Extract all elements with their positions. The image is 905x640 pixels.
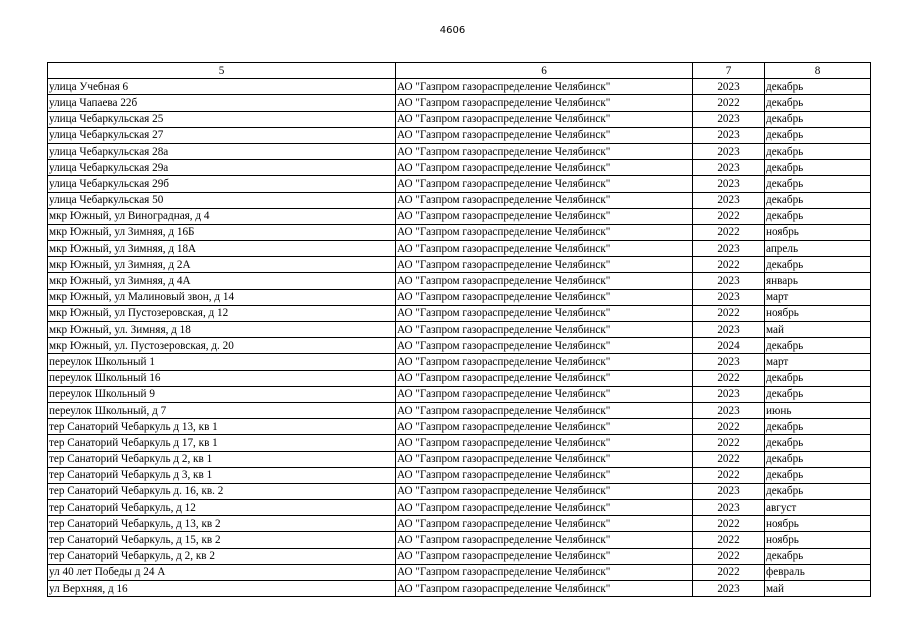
table-row: [48, 127, 871, 143]
month-cell: декабрь: [765, 483, 871, 499]
table-row: [48, 516, 871, 532]
organization-cell: АО "Газпром газораспределение Челябинск": [396, 95, 693, 111]
organization-cell: АО "Газпром газораспределение Челябинск": [396, 160, 693, 176]
month-cell: май: [765, 322, 871, 338]
organization-cell: АО "Газпром газораспределение Челябинск": [396, 500, 693, 516]
month-cell: декабрь: [765, 419, 871, 435]
address-cell: переулок Школьный, д 7: [48, 402, 396, 418]
organization-cell: АО "Газпром газораспределение Челябинск": [396, 79, 693, 95]
address-cell: мкр Южный, ул Пустозеровская, д 12: [48, 305, 396, 321]
year-cell: 2022: [693, 224, 765, 240]
address-cell: переулок Школьный 1: [48, 354, 396, 370]
month-cell: декабрь: [765, 127, 871, 143]
address-cell: тер Санаторий Чебаркуль, д 12: [48, 500, 396, 516]
organization-cell: АО "Газпром газораспределение Челябинск": [396, 143, 693, 159]
month-cell: декабрь: [765, 451, 871, 467]
organization-cell: АО "Газпром газораспределение Челябинск": [396, 419, 693, 435]
month-cell: ноябрь: [765, 532, 871, 548]
month-cell: январь: [765, 273, 871, 289]
year-cell: 2023: [693, 143, 765, 159]
table-row: [48, 111, 871, 127]
address-cell: улица Чебаркульская 29а: [48, 160, 396, 176]
month-cell: апрель: [765, 241, 871, 257]
organization-cell: АО "Газпром газораспределение Челябинск": [396, 548, 693, 564]
header-row: [48, 63, 871, 79]
address-cell: тер Санаторий Чебаркуль, д 15, кв 2: [48, 532, 396, 548]
address-cell: тер Санаторий Чебаркуль д 13, кв 1: [48, 419, 396, 435]
year-cell: 2022: [693, 564, 765, 580]
organization-cell: АО "Газпром газораспределение Челябинск": [396, 483, 693, 499]
table-row: [48, 160, 871, 176]
table-row: [48, 208, 871, 224]
organization-cell: АО "Газпром газораспределение Челябинск": [396, 435, 693, 451]
organization-cell: АО "Газпром газораспределение Челябинск": [396, 273, 693, 289]
table-row: [48, 257, 871, 273]
month-cell: декабрь: [765, 548, 871, 564]
table-row: [48, 500, 871, 516]
month-cell: декабрь: [765, 370, 871, 386]
year-cell: 2024: [693, 338, 765, 354]
address-cell: мкр Южный, ул Виноградная, д 4: [48, 208, 396, 224]
table-row: [48, 548, 871, 564]
column-header: 8: [765, 63, 871, 79]
table-row: [48, 419, 871, 435]
month-cell: декабрь: [765, 192, 871, 208]
month-cell: декабрь: [765, 338, 871, 354]
month-cell: ноябрь: [765, 516, 871, 532]
address-cell: улица Чебаркульская 27: [48, 127, 396, 143]
table-row: [48, 483, 871, 499]
year-cell: 2023: [693, 160, 765, 176]
year-cell: 2023: [693, 273, 765, 289]
table-row: [48, 467, 871, 483]
organization-cell: АО "Газпром газораспределение Челябинск": [396, 241, 693, 257]
table-row: [48, 273, 871, 289]
month-cell: май: [765, 581, 871, 597]
address-cell: мкр Южный, ул. Зимняя, д 18: [48, 322, 396, 338]
address-cell: улица Чебаркульская 50: [48, 192, 396, 208]
year-cell: 2022: [693, 95, 765, 111]
address-cell: переулок Школьный 9: [48, 386, 396, 402]
table-row: [48, 305, 871, 321]
year-cell: 2022: [693, 419, 765, 435]
table-row: [48, 451, 871, 467]
organization-cell: АО "Газпром газораспределение Челябинск": [396, 257, 693, 273]
organization-cell: АО "Газпром газораспределение Челябинск": [396, 386, 693, 402]
month-cell: декабрь: [765, 95, 871, 111]
organization-cell: АО "Газпром газораспределение Челябинск": [396, 402, 693, 418]
organization-cell: АО "Газпром газораспределение Челябинск": [396, 289, 693, 305]
year-cell: 2023: [693, 127, 765, 143]
address-cell: улица Чебаркульская 28а: [48, 143, 396, 159]
table-row: [48, 79, 871, 95]
address-cell: мкр Южный, ул Зимняя, д 4А: [48, 273, 396, 289]
year-cell: 2023: [693, 500, 765, 516]
address-cell: тер Санаторий Чебаркуль д. 16, кв. 2: [48, 483, 396, 499]
year-cell: 2023: [693, 322, 765, 338]
address-cell: мкр Южный, ул. Пустозеровская, д. 20: [48, 338, 396, 354]
organization-cell: АО "Газпром газораспределение Челябинск": [396, 305, 693, 321]
table-body: [48, 79, 871, 597]
address-cell: мкр Южный, ул Зимняя, д 16Б: [48, 224, 396, 240]
table-row: [48, 564, 871, 580]
table-row: [48, 435, 871, 451]
year-cell: 2022: [693, 451, 765, 467]
table-row: [48, 176, 871, 192]
address-cell: ул Верхняя, д 16: [48, 581, 396, 597]
address-cell: ул 40 лет Победы д 24 А: [48, 564, 396, 580]
address-cell: переулок Школьный 16: [48, 370, 396, 386]
year-cell: 2022: [693, 532, 765, 548]
organization-cell: АО "Газпром газораспределение Челябинск": [396, 322, 693, 338]
organization-cell: АО "Газпром газораспределение Челябинск": [396, 581, 693, 597]
organization-cell: АО "Газпром газораспределение Челябинск": [396, 224, 693, 240]
schedule-table: [47, 62, 871, 597]
month-cell: декабрь: [765, 386, 871, 402]
year-cell: 2023: [693, 354, 765, 370]
year-cell: 2023: [693, 192, 765, 208]
page-number: 4606: [439, 25, 466, 36]
table-row: [48, 338, 871, 354]
column-header: 7: [693, 63, 765, 79]
organization-cell: АО "Газпром газораспределение Челябинск": [396, 564, 693, 580]
table-row: [48, 386, 871, 402]
organization-cell: АО "Газпром газораспределение Челябинск": [396, 208, 693, 224]
table-row: [48, 192, 871, 208]
month-cell: декабрь: [765, 160, 871, 176]
organization-cell: АО "Газпром газораспределение Челябинск": [396, 467, 693, 483]
month-cell: март: [765, 289, 871, 305]
month-cell: июнь: [765, 402, 871, 418]
column-header: 6: [396, 63, 693, 79]
month-cell: декабрь: [765, 111, 871, 127]
year-cell: 2023: [693, 241, 765, 257]
year-cell: 2023: [693, 402, 765, 418]
table-row: [48, 402, 871, 418]
table-row: [48, 143, 871, 159]
year-cell: 2023: [693, 483, 765, 499]
organization-cell: АО "Газпром газораспределение Челябинск": [396, 127, 693, 143]
address-cell: улица Чебаркульская 25: [48, 111, 396, 127]
table-row: [48, 95, 871, 111]
month-cell: декабрь: [765, 467, 871, 483]
organization-cell: АО "Газпром газораспределение Челябинск": [396, 338, 693, 354]
address-cell: тер Санаторий Чебаркуль д 2, кв 1: [48, 451, 396, 467]
year-cell: 2022: [693, 208, 765, 224]
address-cell: мкр Южный, ул Зимняя, д 18А: [48, 241, 396, 257]
organization-cell: АО "Газпром газораспределение Челябинск": [396, 354, 693, 370]
year-cell: 2022: [693, 467, 765, 483]
table-row: [48, 241, 871, 257]
address-cell: мкр Южный, ул Малиновый звон, д 14: [48, 289, 396, 305]
month-cell: декабрь: [765, 143, 871, 159]
year-cell: 2022: [693, 305, 765, 321]
table-row: [48, 224, 871, 240]
table-row: [48, 370, 871, 386]
column-header: 5: [48, 63, 396, 79]
month-cell: март: [765, 354, 871, 370]
year-cell: 2022: [693, 257, 765, 273]
year-cell: 2023: [693, 176, 765, 192]
month-cell: декабрь: [765, 176, 871, 192]
month-cell: декабрь: [765, 208, 871, 224]
year-cell: 2022: [693, 548, 765, 564]
table-row: [48, 322, 871, 338]
month-cell: февраль: [765, 564, 871, 580]
organization-cell: АО "Газпром газораспределение Челябинск": [396, 516, 693, 532]
address-cell: тер Санаторий Чебаркуль д 17, кв 1: [48, 435, 396, 451]
month-cell: ноябрь: [765, 305, 871, 321]
organization-cell: АО "Газпром газораспределение Челябинск": [396, 111, 693, 127]
address-cell: тер Санаторий Чебаркуль д 3, кв 1: [48, 467, 396, 483]
month-cell: декабрь: [765, 257, 871, 273]
table-row: [48, 581, 871, 597]
month-cell: декабрь: [765, 435, 871, 451]
address-cell: улица Чапаева 22б: [48, 95, 396, 111]
year-cell: 2023: [693, 111, 765, 127]
address-cell: мкр Южный, ул Зимняя, д 2А: [48, 257, 396, 273]
year-cell: 2023: [693, 289, 765, 305]
year-cell: 2023: [693, 581, 765, 597]
address-cell: улица Учебная 6: [48, 79, 396, 95]
year-cell: 2022: [693, 516, 765, 532]
month-cell: декабрь: [765, 79, 871, 95]
year-cell: 2023: [693, 79, 765, 95]
table-row: [48, 289, 871, 305]
month-cell: август: [765, 500, 871, 516]
organization-cell: АО "Газпром газораспределение Челябинск": [396, 370, 693, 386]
year-cell: 2023: [693, 386, 765, 402]
organization-cell: АО "Газпром газораспределение Челябинск": [396, 192, 693, 208]
address-cell: улица Чебаркульская 29б: [48, 176, 396, 192]
address-cell: тер Санаторий Чебаркуль, д 2, кв 2: [48, 548, 396, 564]
organization-cell: АО "Газпром газораспределение Челябинск": [396, 451, 693, 467]
organization-cell: АО "Газпром газораспределение Челябинск": [396, 176, 693, 192]
year-cell: 2022: [693, 370, 765, 386]
month-cell: ноябрь: [765, 224, 871, 240]
year-cell: 2022: [693, 435, 765, 451]
table-row: [48, 354, 871, 370]
table-row: [48, 532, 871, 548]
organization-cell: АО "Газпром газораспределение Челябинск": [396, 532, 693, 548]
address-cell: тер Санаторий Чебаркуль, д 13, кв 2: [48, 516, 396, 532]
